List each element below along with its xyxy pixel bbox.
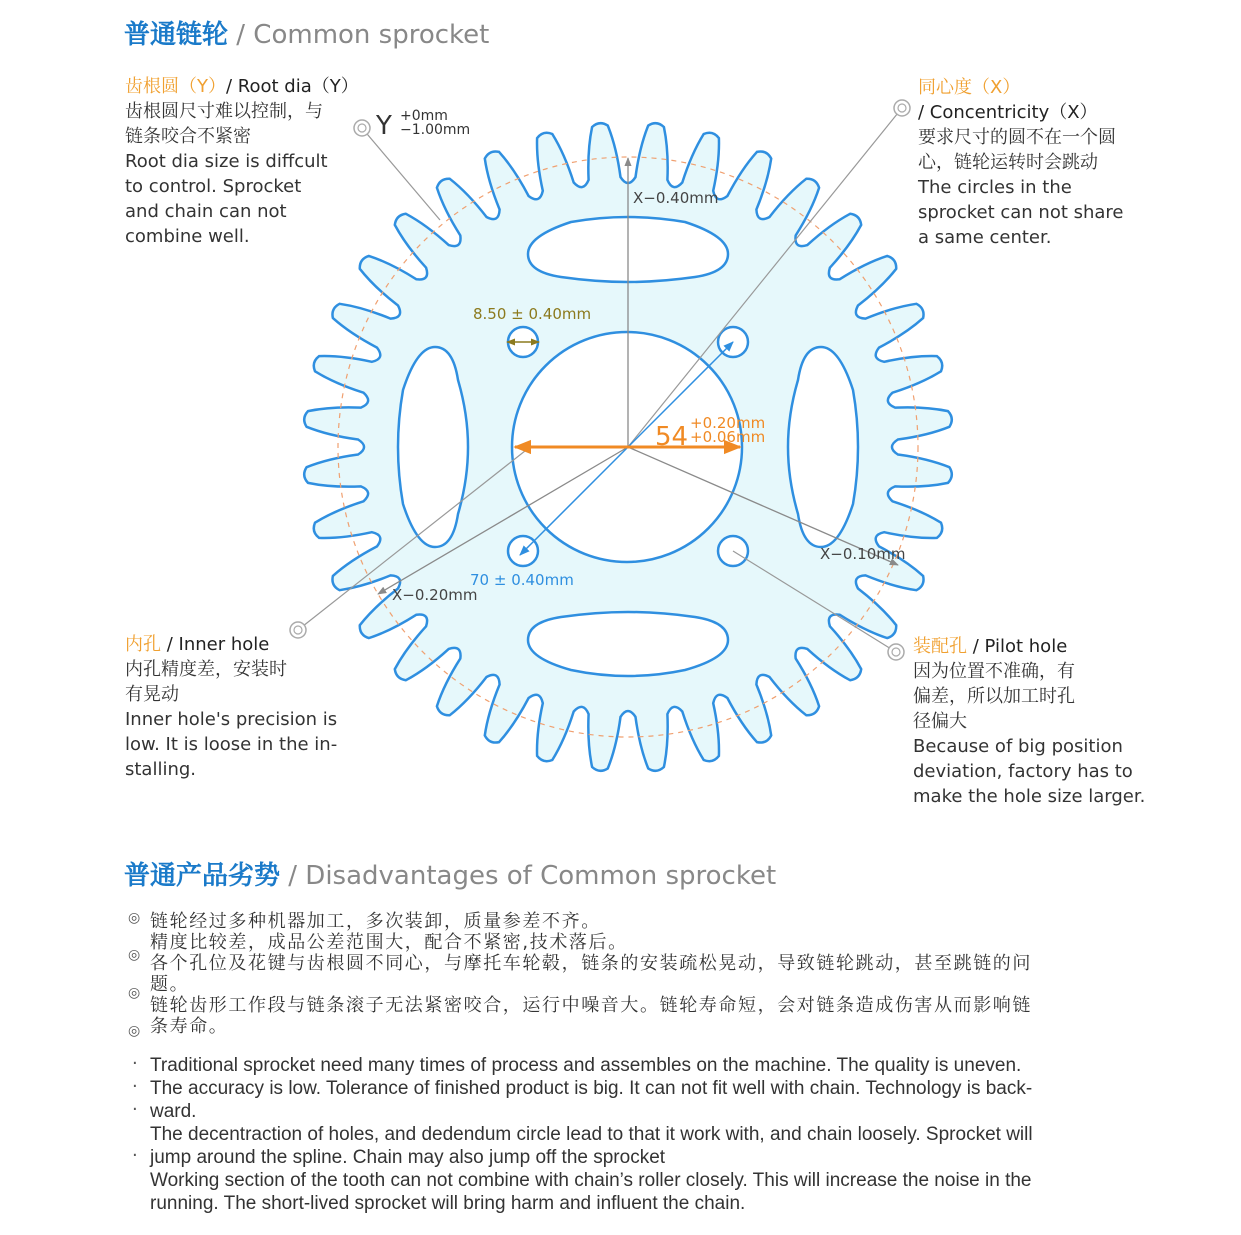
pilot-hole-desc-en: make the hole size larger.	[913, 786, 1146, 807]
x-top-label: X−0.40mm	[633, 189, 719, 207]
root-dia-leader	[362, 128, 440, 220]
inner-hole-heading-cn: 内孔	[125, 634, 161, 655]
inner-hole-desc-en: Inner hole's precision is	[125, 709, 338, 730]
en-bullet-icon: ·	[132, 1053, 138, 1074]
root-dia-heading-cn: 齿根圆（Y）	[125, 76, 226, 97]
y-symbol: Y	[376, 111, 392, 141]
en-line: running. The short-lived sprocket will bring harm and influent the chain.	[150, 1193, 746, 1214]
pilot-hole-annotation	[913, 634, 1145, 809]
slot-right	[788, 347, 858, 547]
pilot-hole-desc-cn: 径偏大	[913, 711, 967, 732]
concentricity-desc-en: sprocket can not share	[918, 202, 1124, 223]
root-dia-desc-en: combine well.	[125, 226, 250, 247]
section-title-en: / Common sprocket	[236, 20, 490, 50]
concentricity-desc-en: The circles in the	[918, 177, 1072, 198]
en-line: Working section of the tooth can not combine with chain’s roller closely. This will increase the noise in the	[150, 1170, 1032, 1191]
bore-tol-lower: +0.06mm	[690, 428, 766, 446]
pilot-hole-heading-en: / Pilot hole	[972, 636, 1068, 657]
concentricity-desc-cn: 要求尺寸的圆不在一个圆	[918, 127, 1116, 148]
en-bullet-icon: ·	[132, 1099, 138, 1120]
cn-line: 链轮齿形工作段与链条滚子无法紧密咬合，运行中噪音大。链轮寿命短，会对链条造成伤害从而影响链	[150, 995, 1032, 1016]
root-dia-desc-en: and chain can not	[125, 201, 287, 222]
cn-line: 精度比较差，成品公差范围大，配合不紧密,技术落后。	[150, 932, 628, 953]
cn-bullet-icon: ◎	[128, 985, 141, 1001]
y-tol-upper: +0mm	[400, 108, 448, 124]
root-dia-desc-cn: 链条咬合不紧密	[125, 126, 251, 147]
concentricity-heading-en: / Concentricity（X）	[918, 102, 1098, 123]
root-dia-desc-en: Root dia size is diffcult	[125, 151, 328, 172]
inner-hole-desc-en: low. It is loose in the in-	[125, 734, 338, 755]
y-tol-lower: −1.00mm	[400, 122, 471, 138]
section2-title-en: / Disadvantages of Common sprocket	[288, 861, 777, 891]
slot-bottom	[528, 612, 728, 676]
root-dia-annotation	[125, 74, 359, 249]
en-line: jump around the spline. Chain may also jump off the sprocket	[150, 1147, 666, 1168]
pilot-hole-desc-cn: 偏差，所以加工时孔	[913, 686, 1075, 707]
pilot-hole-heading	[913, 634, 1145, 659]
inner-hole-heading-en: / Inner hole	[166, 634, 270, 655]
cn-line: 链轮经过多种机器加工，多次装卸，质量参差不齐。	[150, 911, 601, 932]
cn-line: 各个孔位及花键与齿根圆不同心，与摩托车轮毂，链条的安装疏松晃动，导致链轮跳动，甚至跳链的问	[150, 953, 1032, 974]
bolt-circle-label: 70 ± 0.40mm	[470, 571, 574, 589]
bore-tol-upper: +0.20mm	[690, 414, 766, 432]
pilot-dim-label: 8.50 ± 0.40mm	[473, 305, 592, 323]
section-title-cn: 普通链轮	[124, 20, 229, 50]
pilot-hole-desc-cn: 因为位置不准确，有	[913, 661, 1075, 682]
concentricity-marker-icon	[894, 100, 910, 116]
pilot-hole-desc-en: Because of big position	[913, 736, 1123, 757]
concentricity-heading-cn: 同心度（X）	[918, 77, 1021, 98]
pilot-hole-desc-en: deviation, factory has to	[913, 761, 1133, 782]
section2-title-cn: 普通产品劣势	[124, 861, 281, 891]
en-line: ward.	[150, 1101, 197, 1122]
inner-hole-desc-cn: 内孔精度差，安装时	[125, 659, 287, 680]
inner-hole-heading	[125, 632, 337, 657]
x-right-label: X−0.10mm	[820, 545, 906, 563]
cn-disadvantages-list	[150, 911, 1032, 1037]
section2-title	[124, 855, 776, 892]
en-bullet-icon: ·	[132, 1076, 138, 1097]
concentricity-annotation	[918, 75, 1124, 250]
cn-bullet-icon: ◎	[128, 910, 141, 926]
inner-hole-desc-cn: 有晃动	[125, 684, 179, 705]
slot-left	[398, 347, 468, 547]
root-dia-heading	[125, 74, 359, 99]
en-line: Traditional sprocket need many times of process and assembles on the machine. The quality is uneven.	[150, 1055, 1022, 1076]
x-left-label: X−0.20mm	[392, 586, 478, 604]
root-dia-heading-en: / Root dia（Y）	[226, 76, 359, 97]
cn-line: 条寿命。	[150, 1016, 229, 1037]
cn-bullet-icon: ◎	[128, 1023, 141, 1039]
en-line: The accuracy is low. Tolerance of finished product is big. It can not fit well with chain. Technology is back-	[150, 1078, 1033, 1099]
en-disadvantages-list	[150, 1054, 1033, 1215]
inner-hole-annotation	[125, 632, 337, 782]
pilot-hole-marker-icon	[888, 644, 904, 660]
bore-value: 54	[655, 422, 689, 452]
cn-line: 题。	[150, 974, 190, 995]
concentricity-desc-en: a same center.	[918, 227, 1052, 248]
pilot-hole-heading-cn: 装配孔	[913, 636, 967, 657]
root-dia-desc-cn: 齿根圆尺寸难以控制，与	[125, 101, 323, 122]
cn-bullet-icon: ◎	[128, 947, 141, 963]
inner-hole-desc-en: stalling.	[125, 759, 197, 780]
concentricity-desc-cn: 心，链轮运转时会跳动	[918, 152, 1098, 173]
en-bullet-icon: ·	[132, 1145, 138, 1166]
root-dia-desc-en: to control. Sprocket	[125, 176, 302, 197]
en-line: The decentraction of holes, and dedendum circle lead to that it work with, and chain loosely. Sprocket will	[150, 1124, 1033, 1145]
